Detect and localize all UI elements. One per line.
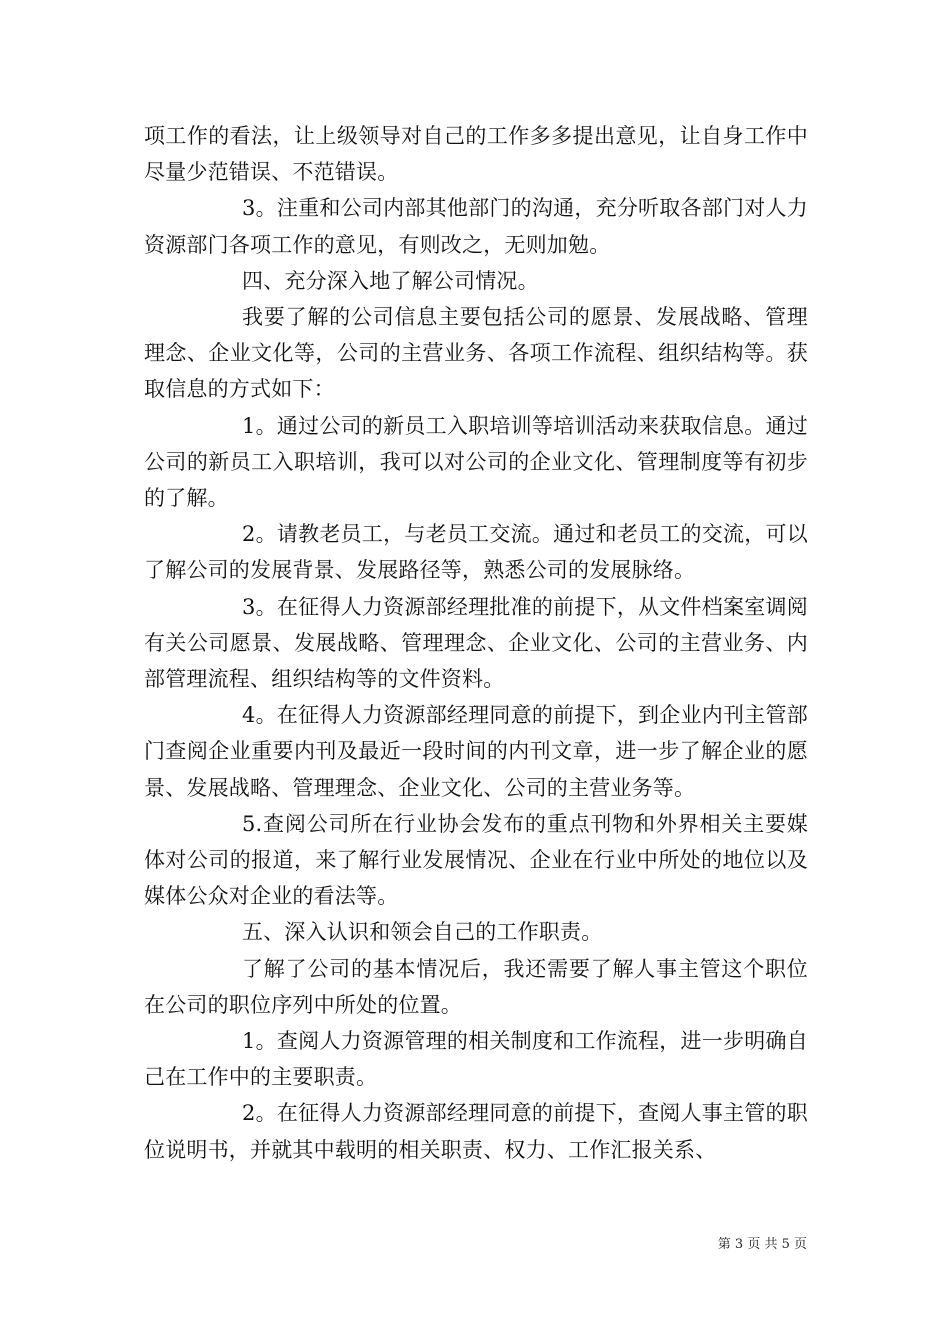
paragraph-item-1-training: 1。通过公司的新员工入职培训等培训活动来获取信息。通过公司的新员工入职培训，我可以对公司的企业文化、管理制度等有初步的了解。 xyxy=(144,413,808,511)
paragraph-item-2-veteran-staff: 2。请教老员工，与老员工交流。通过和老员工的交流，可以了解公司的发展背景、发展路径等，熟悉公司的发展脉络。 xyxy=(144,522,808,583)
paragraph-item-3-archives: 3。在征得人力资源部经理批准的前提下，从文件档案室调阅有关公司愿景、发展战略、管理理念、企业文化、公司的主营业务、内部管理流程、组织结构等的文件资料。 xyxy=(144,594,808,692)
page-number-footer xyxy=(718,1233,807,1252)
paragraph-company-info: 我要了解的公司信息主要包括公司的愿景、发展战略、管理理念、企业文化等，公司的主营业务、各项工作流程、组织结构等。获取信息的方式如下： xyxy=(144,305,808,402)
paragraph-item-4-internal-journal: 4。在征得人力资源部经理同意的前提下，到企业内刊主管部门查阅企业重要内刊及最近一段时间的内刊文章，进一步了解企业的愿景、发展战略、管理理念、企业文化、公司的主营业务等。 xyxy=(144,703,808,800)
paragraph-item-3-communication: 3。注重和公司内部其他部门的沟通，充分听取各部门对人力资源部门各项工作的意见，有则改之，无则加勉。 xyxy=(144,196,808,257)
paragraph-item-2-job-description: 2。在征得人力资源部经理同意的前提下，查阅人事主管的职位说明书，并就其中载明的相关职责、权力、工作汇报关系、 xyxy=(144,1101,808,1162)
body-text xyxy=(144,118,808,1168)
paragraph-item-1-regulations: 1。查阅人力资源管理的相关制度和工作流程，进一步明确自己在工作中的主要职责。 xyxy=(144,1029,808,1090)
section-heading-5: 五、深入认识和领会自己的工作职责。 xyxy=(242,920,603,945)
paragraph-continuation: 项工作的看法，让上级领导对自己的工作多多提出意见，让自身工作中尽量少范错误、不范错误。 xyxy=(144,124,808,185)
paragraph-item-5-industry-media: 5.查阅公司所在行业协会发布的重点刊物和外界相关主要媒体对公司的报道，来了解行业发展情况、企业在行业中所处的地位以及媒体公众对企业的看法等。 xyxy=(144,811,808,909)
section-heading-4: 四、充分深入地了解公司情况。 xyxy=(242,268,539,293)
paragraph-position-overview: 了解了公司的基本情况后，我还需要了解人事主管这个职位在公司的职位序列中所处的位置。 xyxy=(144,956,808,1017)
page-number-text: 第 3 页 共 5 页 xyxy=(717,1237,807,1252)
